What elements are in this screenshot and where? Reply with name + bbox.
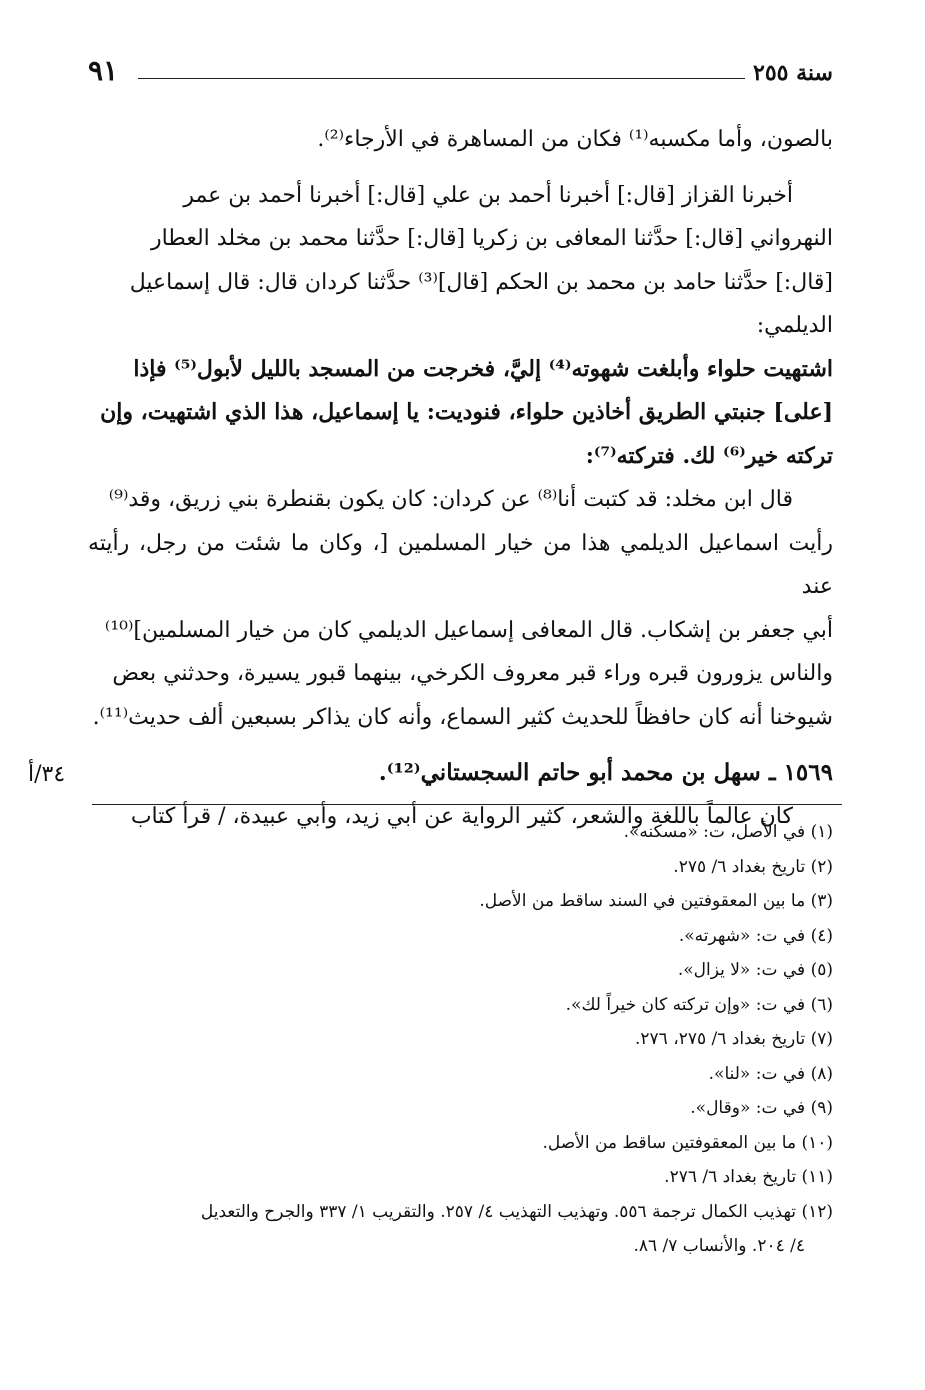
footnote-8: (٨) في ت: «لنا». xyxy=(708,1063,833,1084)
footnote-12-continued: ٤/ ٢٠٤. والأنساب ٧/ ٨٦. xyxy=(633,1236,805,1256)
paragraph-2-line-1: أخبرنا القزاز [قال:] أخبرنا أحمد بن علي [قال:] أخبرنا أحمد بن عمر xyxy=(183,182,793,208)
footnote-11: (١١) تاريخ بغداد ٦/ ٢٧٦. xyxy=(664,1167,833,1187)
footnotes xyxy=(88,815,833,1264)
running-header xyxy=(88,54,833,94)
quote-line-2: [على] جنبتي الطريق أخاذين حلواء، فنوديت: يا إسماعيل، هذا الذي اشتهيت، وإن xyxy=(100,399,833,425)
footnote-6: (٦) في ت: «وإن تركته كان خيراً لك». xyxy=(565,994,833,1015)
quote-line-3: تركته خير⁽⁶⁾ لك. فتركته⁽⁷⁾: xyxy=(585,442,833,469)
paragraph-4-line-4: والناس يزورون قبره وراء قبر معروف الكرخي، بينهما قبور يسيرة، وحدثني بعض xyxy=(112,661,833,686)
footnote-4: (٤) في ت: «شهرته». xyxy=(678,925,833,946)
footnote-10: (١٠) ما بين المعقوفتين ساقط من الأصل. xyxy=(542,1132,833,1153)
footnote-1: (١) في الأصل، ت: «مسكنه». xyxy=(623,822,833,842)
main-text xyxy=(88,118,833,838)
footnote-12: (١٢) تهذيب الكمال ترجمة ٥٥٦. وتهذيب التهذيب ٤/ ٢٥٧. والتقريب ١/ ٣٣٧ والجرح والتعديل xyxy=(200,1201,833,1222)
header-year: سنة ٢٥٥ xyxy=(753,60,833,86)
header-rule xyxy=(138,78,745,79)
paragraph-4-line-5: شيوخنا أنه كان حافظاً للحديث كثير السماع، وأنه كان يذاكر بسبعين ألف حديث⁽¹¹⁾. xyxy=(92,704,833,730)
paragraph-4-line-2: رأيت اسماعيل الديلمي هذا من خيار المسلمين [، وكان ما شئت من رجل، رأيته عند xyxy=(88,530,833,599)
paragraph-2-line-3: [قال:] حدَّثنا حامد بن محمد بن الحكم [قال]⁽³⁾ حدَّثنا كردان قال: قال إسماعيل xyxy=(129,269,833,295)
entry-heading: ١٥٦٩ ـ سهل بن محمد أبو حاتم السجستاني⁽¹²⁾. xyxy=(378,759,833,786)
quote-line-1: اشتهيت حلواء وأبلغت شهوته⁽⁴⁾ إليَّ، فخرجت من المسجد بالليل لأبول⁽⁵⁾ فإذا xyxy=(133,355,833,382)
paragraph-2-line-4: الديلمي: xyxy=(756,313,833,338)
paragraph-2-line-2: النهرواني [قال:] حدَّثنا المعافى بن زكريا [قال:] حدَّثنا محمد بن مخلد العطار xyxy=(150,226,833,251)
page-number: ٩١ xyxy=(88,54,119,87)
paragraph-4-line-1: قال ابن مخلد: قد كتبت أنا⁽⁸⁾ عن كردان: كان يكون بقنطرة بني زريق، وقد⁽⁹⁾ xyxy=(108,487,793,512)
footnote-7: (٧) تاريخ بغداد ٦/ ٢٧٥، ٢٧٦. xyxy=(635,1029,833,1049)
folio-margin-note: ٣٤/أ xyxy=(28,762,66,787)
footnote-2: (٢) تاريخ بغداد ٦/ ٢٧٥. xyxy=(673,856,833,877)
footnote-9: (٩) في ت: «وقال». xyxy=(690,1098,833,1118)
paragraph-4-line-3: أبي جعفر بن إشكاب. قال المعافى إسماعيل الديلمي كان من خيار المسلمين]⁽¹⁰⁾ xyxy=(104,617,833,643)
paragraph-1: بالصون، وأما مكسبه⁽¹⁾ فكان من المساهرة في الأرجاء⁽²⁾. xyxy=(317,127,833,152)
footnote-separator xyxy=(92,804,842,805)
paragraph-5: كان عالماً باللغة والشعر، كثير الرواية عن أبي زيد، وأبي عبيدة، / قرأ كتاب xyxy=(130,803,793,829)
footnote-3: (٣) ما بين المعقوفتين في السند ساقط من الأصل. xyxy=(479,891,833,911)
footnote-5: (٥) في ت: «لا يزال». xyxy=(677,960,833,980)
